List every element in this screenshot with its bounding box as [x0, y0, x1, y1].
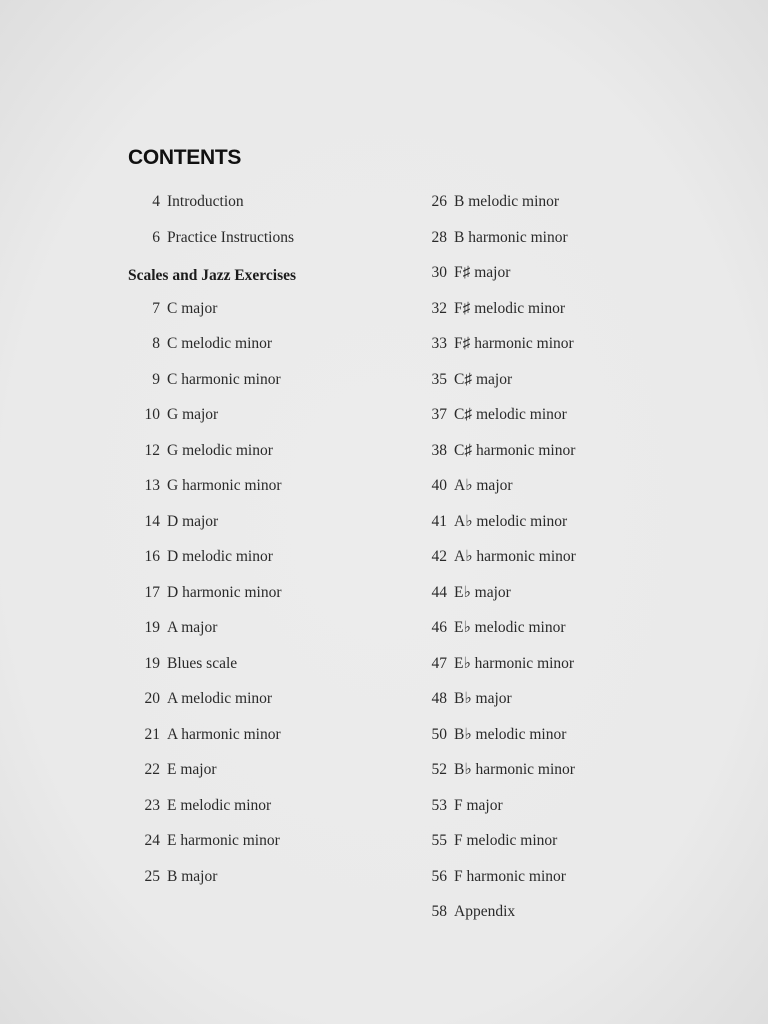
toc-page-number: 6: [152, 229, 160, 246]
toc-entry: [411, 831, 557, 851]
toc-entry: [411, 689, 512, 709]
toc-page-number: 30: [431, 264, 447, 281]
toc-entry: [411, 263, 510, 283]
toc-entry-label: A harmonic minor: [167, 726, 281, 743]
toc-entry-label: E♭ major: [454, 584, 511, 601]
toc-page-number: 41: [431, 513, 447, 530]
toc-entry: [124, 547, 273, 567]
toc-entry: [411, 192, 559, 212]
toc-page-number: 44: [431, 584, 447, 601]
toc-entry-label: F♯ melodic minor: [454, 300, 566, 317]
toc-entry: [124, 512, 218, 532]
toc-entry: [411, 547, 576, 567]
toc-entry-label: F harmonic minor: [454, 868, 566, 885]
toc-page-number: 25: [144, 868, 160, 885]
toc-page-number: 20: [144, 690, 160, 707]
toc-page-number: 28: [431, 229, 447, 246]
toc-page-number: 4: [152, 193, 160, 210]
toc-page-number: 50: [431, 726, 447, 743]
page-title: CONTENTS: [128, 146, 242, 169]
toc-entry: [411, 654, 574, 674]
toc-entry-label: E♭ harmonic minor: [454, 655, 575, 672]
toc-page-number: 19: [144, 655, 160, 672]
toc-page-number: 56: [431, 868, 447, 885]
toc-entry-label: C melodic minor: [167, 335, 273, 352]
toc-entry: [411, 476, 513, 496]
toc-page-number: 13: [144, 477, 160, 494]
toc-page-number: 55: [431, 832, 447, 849]
toc-page-number: 47: [431, 655, 447, 672]
toc-entry: [124, 831, 280, 851]
toc-page-number: 8: [152, 335, 160, 352]
toc-entry: [124, 689, 272, 709]
toc-page-number: 23: [144, 797, 160, 814]
toc-entry-label: B major: [167, 868, 218, 885]
toc-entry: [411, 902, 515, 922]
toc-entry-label: C major: [167, 300, 218, 317]
toc-entry: [411, 334, 574, 354]
toc-entry: [124, 299, 217, 319]
toc-page-number: 22: [144, 761, 160, 778]
toc-page-number: 52: [431, 761, 447, 778]
toc-entry-label: E major: [167, 761, 217, 778]
toc-entry-label: Blues scale: [167, 655, 238, 672]
toc-page-number: 12: [144, 442, 160, 459]
toc-entry: [411, 583, 511, 603]
toc-entry-label: G harmonic minor: [167, 477, 282, 494]
toc-page-number: 46: [431, 619, 447, 636]
toc-entry: [124, 334, 272, 354]
toc-page-number: 10: [144, 406, 160, 423]
toc-entry: [124, 760, 217, 780]
toc-entry-label: E♭ melodic minor: [454, 619, 566, 636]
toc-entry: [124, 583, 282, 603]
toc-entry-label: C♯ major: [454, 371, 513, 388]
toc-entry-label: D melodic minor: [167, 548, 273, 565]
toc-page-number: 7: [152, 300, 160, 317]
toc-page-number: 26: [431, 193, 447, 210]
toc-entry-label: F major: [454, 797, 503, 814]
toc-page-number: 33: [431, 335, 447, 352]
toc-entry: [411, 867, 566, 887]
toc-entry: [411, 796, 503, 816]
toc-entry: [124, 228, 294, 248]
toc-page-number: 19: [144, 619, 160, 636]
toc-page-number: 21: [144, 726, 160, 743]
toc-entry: [411, 228, 568, 248]
toc-entry-label: E harmonic minor: [167, 832, 280, 849]
toc-entry-label: Introduction: [167, 193, 244, 210]
toc-page-number: 40: [431, 477, 447, 494]
toc-entry: [411, 405, 567, 425]
toc-entry-label: E melodic minor: [167, 797, 272, 814]
toc-entry-label: F♯ major: [454, 264, 511, 281]
toc-entry-label: F melodic minor: [454, 832, 558, 849]
toc-entry: [411, 725, 566, 745]
toc-entry-label: C♯ harmonic minor: [454, 442, 576, 459]
toc-entry-label: D harmonic minor: [167, 584, 282, 601]
toc-entry: [124, 796, 271, 816]
toc-entry-label: Appendix: [454, 903, 516, 920]
toc-entry-label: B♭ melodic minor: [454, 726, 567, 743]
toc-entry-label: A♭ major: [454, 477, 513, 494]
toc-entry-label: F♯ harmonic minor: [454, 335, 574, 352]
toc-entry-label: B♭ major: [454, 690, 512, 707]
toc-page-number: 37: [431, 406, 447, 423]
toc-entry-label: Practice Instructions: [167, 229, 294, 246]
toc-entry-label: D major: [167, 513, 219, 530]
toc-entry: [411, 512, 567, 532]
toc-entry: [411, 299, 565, 319]
toc-page-number: 32: [431, 300, 447, 317]
toc-page-number: 17: [144, 584, 160, 601]
toc-page-number: 24: [144, 832, 160, 849]
toc-entry-label: A major: [167, 619, 218, 636]
toc-page-number: 16: [144, 548, 160, 565]
section-heading: Scales and Jazz Exercises: [128, 267, 297, 284]
toc-entry: [124, 725, 281, 745]
toc-entry-label: A♭ harmonic minor: [454, 548, 576, 565]
toc-entry-label: B♭ harmonic minor: [454, 761, 575, 778]
toc-page-number: 53: [431, 797, 447, 814]
toc-entry-label: A♭ melodic minor: [454, 513, 568, 530]
toc-entry: [124, 441, 273, 461]
toc-entry-label: G melodic minor: [167, 442, 273, 459]
toc-entry-label: G major: [167, 406, 219, 423]
toc-page-number: 14: [144, 513, 160, 530]
toc-entry-label: A melodic minor: [167, 690, 273, 707]
toc-page-number: 9: [152, 371, 160, 388]
toc-entry: [124, 654, 237, 674]
toc-entry-label: B harmonic minor: [454, 229, 568, 246]
toc-entry-label: B melodic minor: [454, 193, 560, 210]
toc-entry: [411, 441, 575, 461]
toc-entry: [124, 405, 218, 425]
toc-entry-label: C♯ melodic minor: [454, 406, 567, 423]
toc-entry: [411, 618, 565, 638]
toc-page-number: 38: [431, 442, 447, 459]
toc-entry: [124, 618, 217, 638]
toc-entry: [124, 476, 282, 496]
toc-page-number: 35: [431, 371, 447, 388]
toc-page-number: 58: [431, 903, 447, 920]
toc-entry: [411, 370, 512, 390]
toc-page-number: 48: [431, 690, 447, 707]
toc-entry: [411, 760, 575, 780]
toc-entry-label: C harmonic minor: [167, 371, 281, 388]
toc-entry: [124, 192, 244, 212]
toc-page-number: 42: [431, 548, 447, 565]
toc-entry: [124, 867, 217, 887]
toc-entry: [124, 370, 281, 390]
